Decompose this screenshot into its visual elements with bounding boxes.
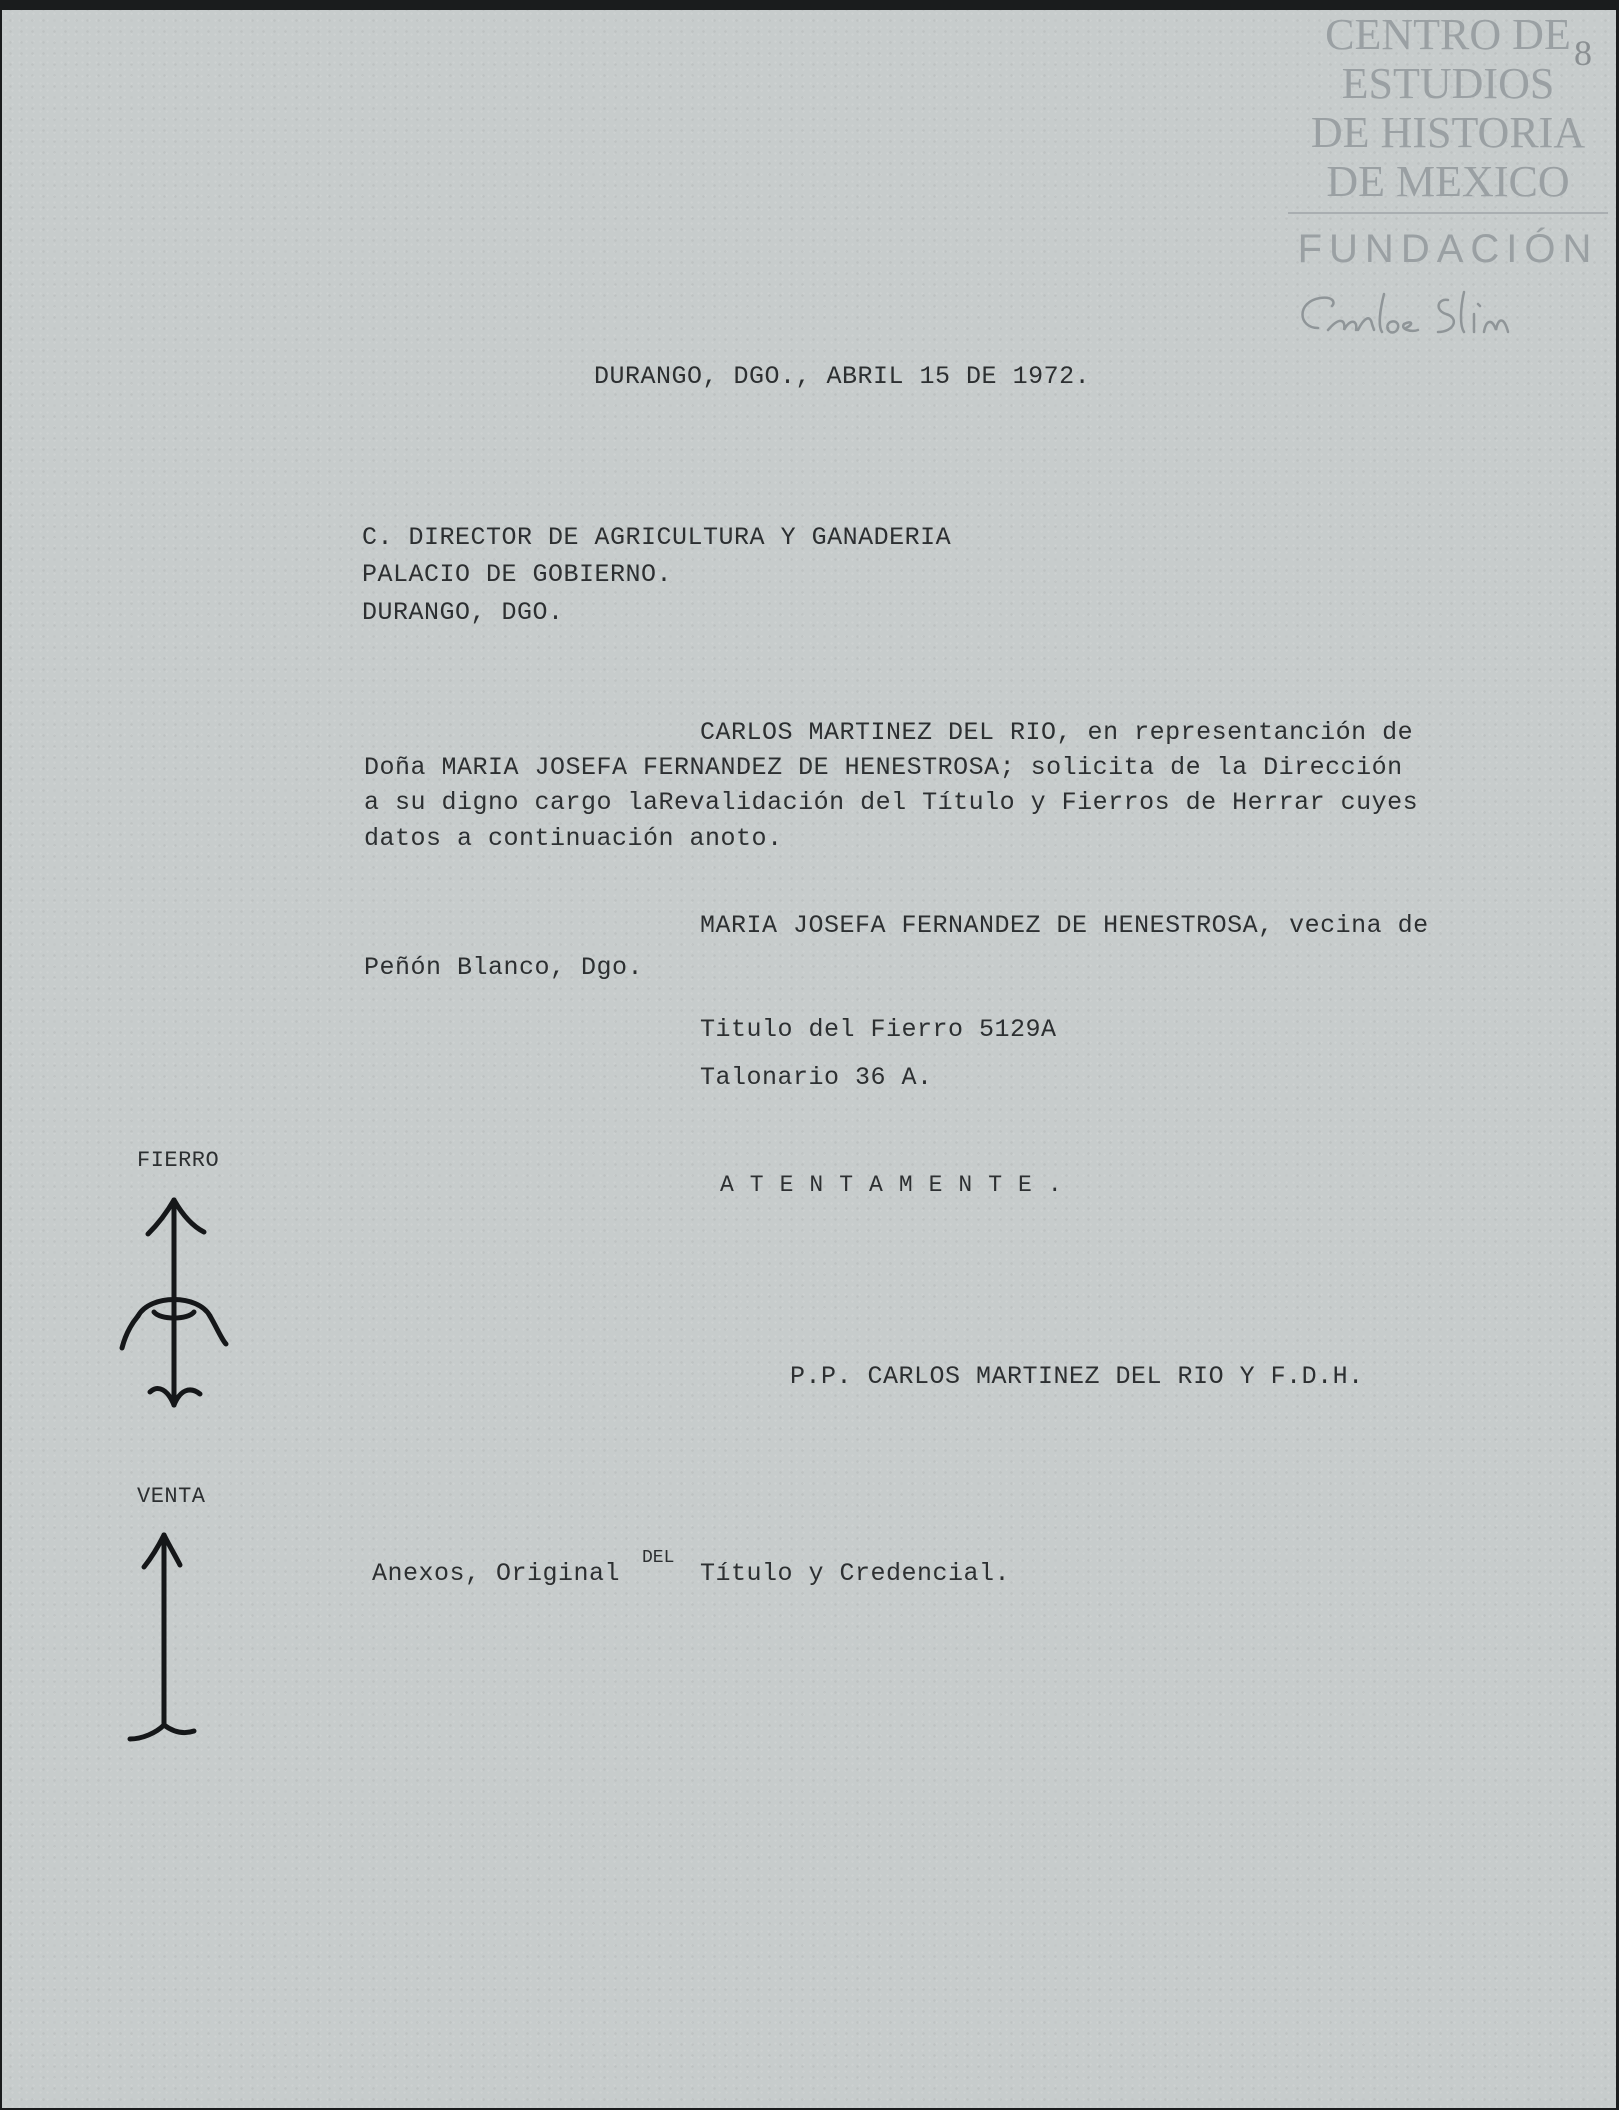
paragraph-1-line-4: datos a continuación anoto. xyxy=(364,824,783,853)
date-line: DURANGO, DGO., ABRIL 15 DE 1972. xyxy=(594,362,1091,391)
signatory: P.P. CARLOS MARTINEZ DEL RIO Y F.D.H. xyxy=(790,1362,1364,1391)
archive-stamp xyxy=(1288,10,1608,350)
paragraph-2-line-1: MARIA JOSEFA FERNANDEZ DE HENESTROSA, vecina de xyxy=(700,911,1429,940)
venta-label: VENTA xyxy=(137,1484,206,1509)
fierro-brand-icon xyxy=(114,1190,234,1420)
addressee-line-1: C. DIRECTOR DE AGRICULTURA Y GANADERIA xyxy=(362,523,952,552)
paragraph-1-line-2: Doña MARIA JOSEFA FERNANDEZ DE HENESTROSA; solicita de la Dirección xyxy=(364,753,1403,782)
closing: ATENTAMENTE. xyxy=(720,1172,1078,1198)
stamp-line-2: ESTUDIOS xyxy=(1341,59,1555,108)
page-number: 8 xyxy=(1574,33,1592,73)
paragraph-2-line-2: Peñón Blanco, Dgo. xyxy=(364,953,644,982)
document-page xyxy=(2,10,1616,2108)
stamp-line-4: DE MEXICO xyxy=(1326,157,1570,206)
addressee-line-2: PALACIO DE GOBIERNO. xyxy=(362,560,673,589)
titulo-fierro: Titulo del Fierro 5129A xyxy=(700,1015,1057,1044)
paragraph-1-line-1: CARLOS MARTINEZ DEL RIO, en representanción de xyxy=(700,718,1414,747)
talonario: Talonario 36 A. xyxy=(700,1063,933,1092)
annex-suffix: Título y Credencial. xyxy=(700,1559,1011,1588)
stamp-line-1: CENTRO DE xyxy=(1325,10,1571,59)
stamp-foundation: FUNDACIÓN xyxy=(1297,227,1599,271)
annex-sup: DEL xyxy=(642,1548,675,1568)
fierro-label: FIERRO xyxy=(137,1148,220,1173)
paragraph-1-line-3: a su digno cargo laRevalidación del Título y Fierros de Herrar cuyes xyxy=(364,788,1419,817)
venta-brand-icon xyxy=(120,1525,210,1755)
stamp-signature xyxy=(1288,280,1608,350)
addressee-line-3: DURANGO, DGO. xyxy=(362,598,564,627)
annex-prefix: Anexos, Original xyxy=(372,1559,621,1588)
stamp-divider xyxy=(1288,212,1608,214)
stamp-line-3: DE HISTORIA xyxy=(1310,108,1586,157)
